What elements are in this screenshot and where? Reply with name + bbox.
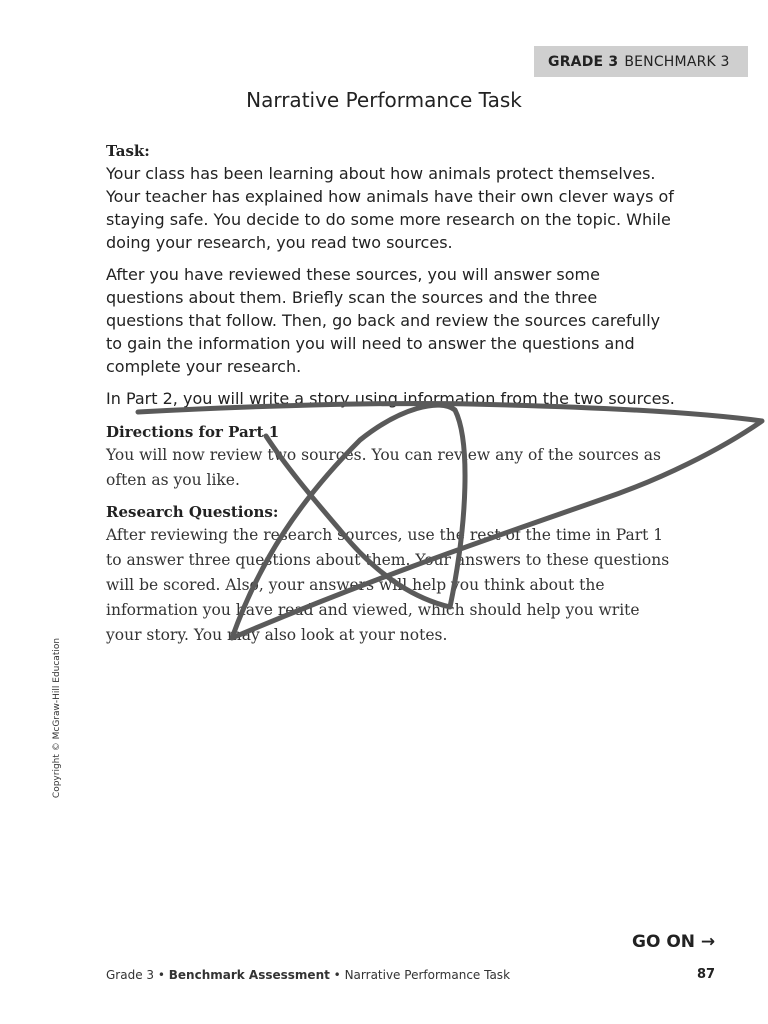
main-content <box>106 142 676 658</box>
page-footer <box>106 968 510 982</box>
go-on-label: GO ON → <box>632 932 716 952</box>
footer-grade: Grade 3 <box>106 968 155 982</box>
directions-paragraph: You will now review two sources. You can review any of the sources as often as you like. <box>106 446 661 489</box>
benchmark-label: BENCHMARK 3 <box>624 53 730 70</box>
grade-label: GRADE 3 <box>548 53 619 70</box>
page-number: 87 <box>697 967 716 982</box>
research-questions-paragraph: After reviewing the research sources, use the rest of the time in Part 1 to answer three questions about them. Your answers to these questions will be scored. Also, your answers will help you think about the information you have read and viewed, which should help you write your story. You may also look at your notes. <box>106 526 670 644</box>
footer-separator: • <box>154 968 169 982</box>
directions-heading: Directions for Part 1 <box>106 423 280 441</box>
page-title: Narrative Performance Task <box>246 88 522 112</box>
copyright-notice: Copyright © McGraw-Hill Education <box>52 637 62 799</box>
task-paragraph-2: After you have reviewed these sources, you will answer some questions about them. Briefly scan the sources and the three questions that follow. Then, go back and review the sources carefully to gain the information you will need to answer the questions and complete your research. <box>106 265 661 376</box>
footer-task: Narrative Performance Task <box>344 968 511 982</box>
footer-assessment: Benchmark Assessment <box>168 968 330 982</box>
grade-benchmark-badge <box>534 46 748 77</box>
task-paragraph-3: In Part 2, you will write a story using information from the two sources. <box>106 389 675 408</box>
task-paragraph-1: Your class has been learning about how animals protect themselves. Your teacher has explained how animals have their own clever ways of staying safe. You decide to do some more research on the topic. While doing your research, you read two sources. <box>106 164 674 252</box>
task-heading: Task: <box>106 142 150 160</box>
research-questions-heading: Research Questions: <box>106 503 279 521</box>
footer-separator: • <box>329 968 345 982</box>
